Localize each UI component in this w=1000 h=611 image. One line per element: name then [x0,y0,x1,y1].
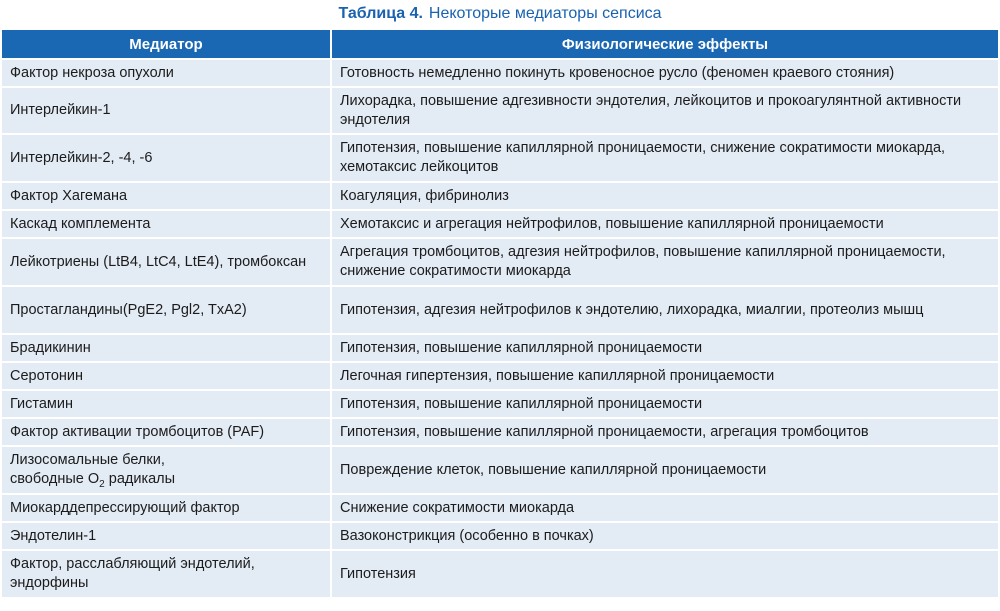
table-row [2,237,998,285]
mediator-cell: Эндотелин-1 [2,521,332,549]
effect-cell: Легочная гипертензия, повышение капиллярной проницаемости [332,361,998,389]
mediator-cell: Интерлейкин-1 [2,86,332,133]
mediator-cell: Фактор, расслабляющий эндотелий, эндорфины [2,549,332,597]
table-row [2,361,998,389]
effect-cell: Гипотензия, повышение капиллярной проницаемости [332,333,998,361]
table-row [2,133,998,181]
mediator-cell: Фактор некроза опухоли [2,58,332,86]
effect-cell: Гипотензия, повышение капиллярной проницаемости, агрегация тромбоцитов [332,417,998,445]
mediator-cell: Брадикинин [2,333,332,361]
table-caption [0,0,1000,28]
mediator-cell: Лейкотриены (LtB4, LtC4, LtE4), тромбоксан [2,237,332,285]
effect-cell: Лихорадка, повышение адгезивности эндотелия, лейкоцитов и прокоагулянтной активности эндотелия [332,86,998,133]
effect-cell: Готовность немедленно покинуть кровеносное русло (феномен краевого стояния) [332,58,998,86]
header-mediator: Медиатор [2,30,332,58]
table-row [2,549,998,597]
table-row [2,285,998,333]
effect-cell: Гипотензия [332,549,998,597]
table-row [2,86,998,133]
mediator-cell: Серотонин [2,361,332,389]
effect-cell: Гипотензия, адгезия нейтрофилов к эндотелию, лихорадка, миалгии, протеолиз мышц [332,285,998,333]
header-effects: Физиологические эффекты [332,30,998,58]
caption-label: Таблица 4. [338,5,423,22]
table-row [2,58,998,86]
mediator-cell: Фактор активации тромбоцитов (PAF) [2,417,332,445]
mediator-cell: Фактор Хагемана [2,181,332,209]
mediators-table [2,30,998,597]
table-row [2,389,998,417]
effect-cell: Гипотензия, повышение капиллярной проницаемости, снижение сократимости миокарда, хемотаксис лейкоцитов [332,133,998,181]
table-row [2,209,998,237]
table-row [2,521,998,549]
caption-text: Некоторые медиаторы сепсиса [428,5,662,22]
mediator-line: Лизосомальные белки, [10,452,165,468]
table-row [2,417,998,445]
effect-cell: Вазоконстрикция (особенно в почках) [332,521,998,549]
effect-cell: Гипотензия, повышение капиллярной проницаемости [332,389,998,417]
table-row [2,445,998,493]
mediator-cell: Каскад комплемента [2,209,332,237]
mediator-cell: Простагландины(PgE2, Pgl2, TxA2) [2,285,332,333]
header-row [2,30,998,58]
mediator-cell [2,445,332,493]
subscript: 2 [99,478,105,490]
mediator-cell: Гистамин [2,389,332,417]
mediator-line: свободные O [10,471,100,487]
effect-cell: Коагуляция, фибринолиз [332,181,998,209]
effect-cell: Агрегация тромбоцитов, адгезия нейтрофилов, повышение капиллярной проницаемости, снижение сократимости миокарда [332,237,998,285]
table-row [2,333,998,361]
mediator-cell: Миокарддепрессирующий фактор [2,493,332,521]
effect-cell: Повреждение клеток, повышение капиллярной проницаемости [332,445,998,493]
table-row [2,493,998,521]
mediator-line-tail: радикалы [104,471,176,487]
effect-cell: Снижение сократимости миокарда [332,493,998,521]
mediator-cell: Интерлейкин-2, -4, -6 [2,133,332,181]
table-row [2,181,998,209]
effect-cell: Хемотаксис и агрегация нейтрофилов, повышение капиллярной проницаемости [332,209,998,237]
